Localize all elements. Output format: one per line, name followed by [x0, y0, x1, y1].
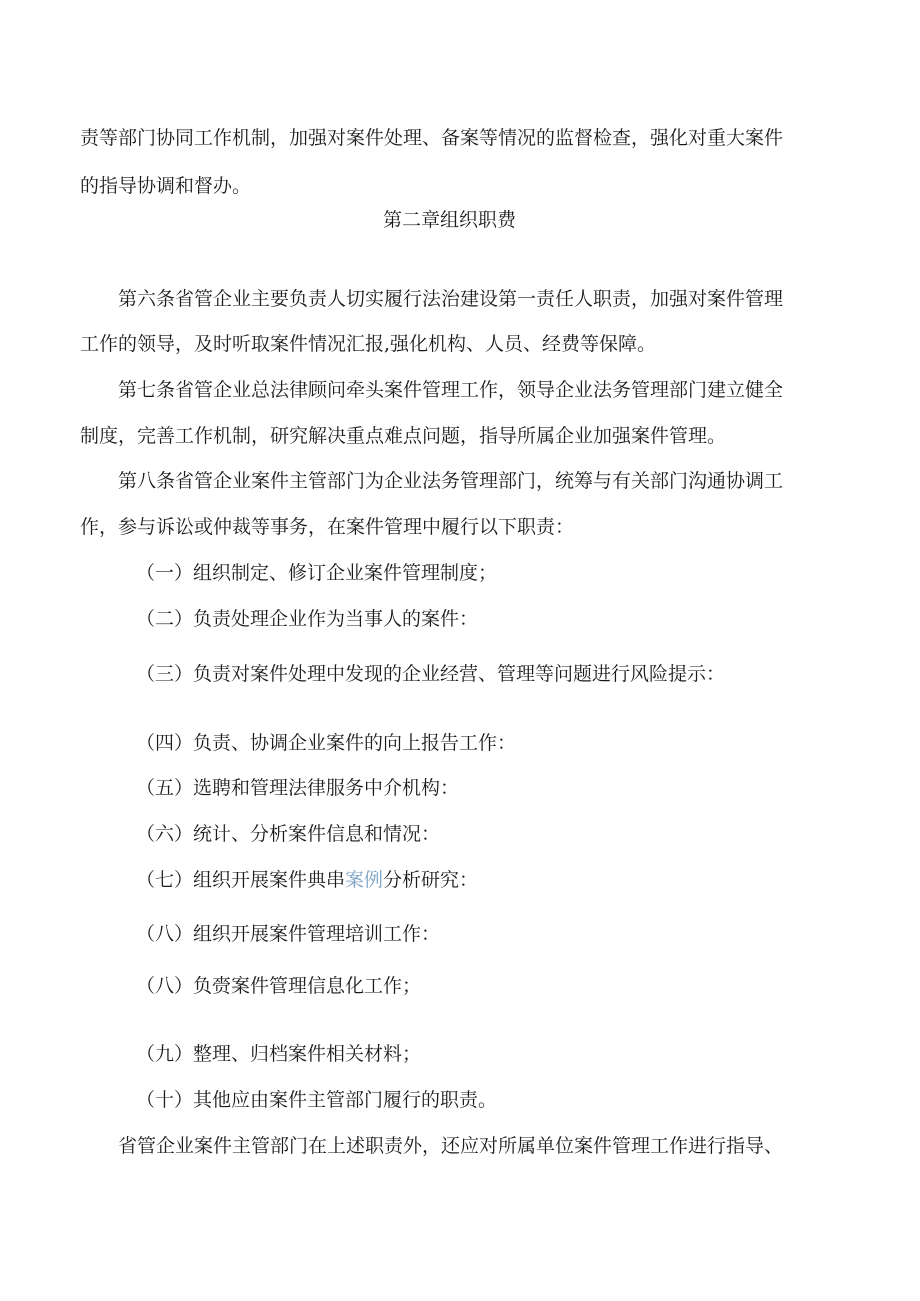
article-7-line2: 制度，完善工作机制，研究解决重点难点问题，指导所属企业加强案件管理。 — [80, 425, 727, 447]
list-item-5: （五）选聘和管理法律服务中介机构： — [136, 777, 460, 799]
list-item-10: （十）其他应由案件主管部门履行的职责。 — [136, 1089, 498, 1111]
list-item-3: （三）负责对案件处理中发现的企业经营、管理等问题进行风险提示： — [136, 663, 726, 685]
list-item-8b: （八）负赍案件管理信息化工作； — [136, 975, 422, 997]
case-example-link[interactable]: 案例 — [345, 869, 384, 891]
list-item-4: （四）负责、协调企业案件的向上报告工作： — [136, 732, 517, 754]
list-item-7-suffix: 分析研究： — [383, 869, 479, 891]
article-6-line2: 工作的领导，及时听取案件情况汇报,强化机构、人员、经费等保障。 — [80, 333, 657, 355]
article-6-line1: 第六条省管企业主要负责人切实履行法治建设第一责任人职责，加强对案件管理 — [118, 288, 784, 310]
article-8-line1: 第八条省管企业案件主管部门为企业法务管理部门，统筹与有关部门沟通协调工 — [118, 470, 784, 492]
closing-paragraph-line: 省管企业案件主管部门在上述职责外，还应对所属单位案件管理工作进行指导、 — [118, 1135, 784, 1157]
article-8-line2: 作，参与诉讼或仲裁等事务，在案件管理中履行以下职责： — [80, 516, 575, 538]
list-item-9: （九）整理、归档案件相关材料； — [136, 1043, 422, 1065]
article-7-line1: 第七条省管企业总法律顾问牵头案件管理工作，领导企业法务管理部门建立健全 — [118, 379, 784, 401]
intro-paragraph-line1: 责等部门协同工作机制，加强对案件处理、备案等情况的监督检查，强化对重大案件 — [80, 127, 784, 149]
chapter-title: 第二章组织职费 — [383, 209, 517, 231]
list-item-7-prefix: （七）组织开展案件典串 — [136, 869, 346, 891]
list-item-6: （六）统计、分析案件信息和情况： — [136, 823, 441, 845]
list-item-7 — [136, 868, 478, 892]
list-item-1: （一）组织制定、修订企业案件管理制度； — [136, 562, 498, 584]
list-item-8: （八）组织开展案件管理培训工作： — [136, 923, 441, 945]
intro-paragraph-line2: 的指导协调和督办。 — [80, 175, 252, 197]
list-item-2: （二）负责处理企业作为当事人的案件： — [136, 608, 479, 630]
